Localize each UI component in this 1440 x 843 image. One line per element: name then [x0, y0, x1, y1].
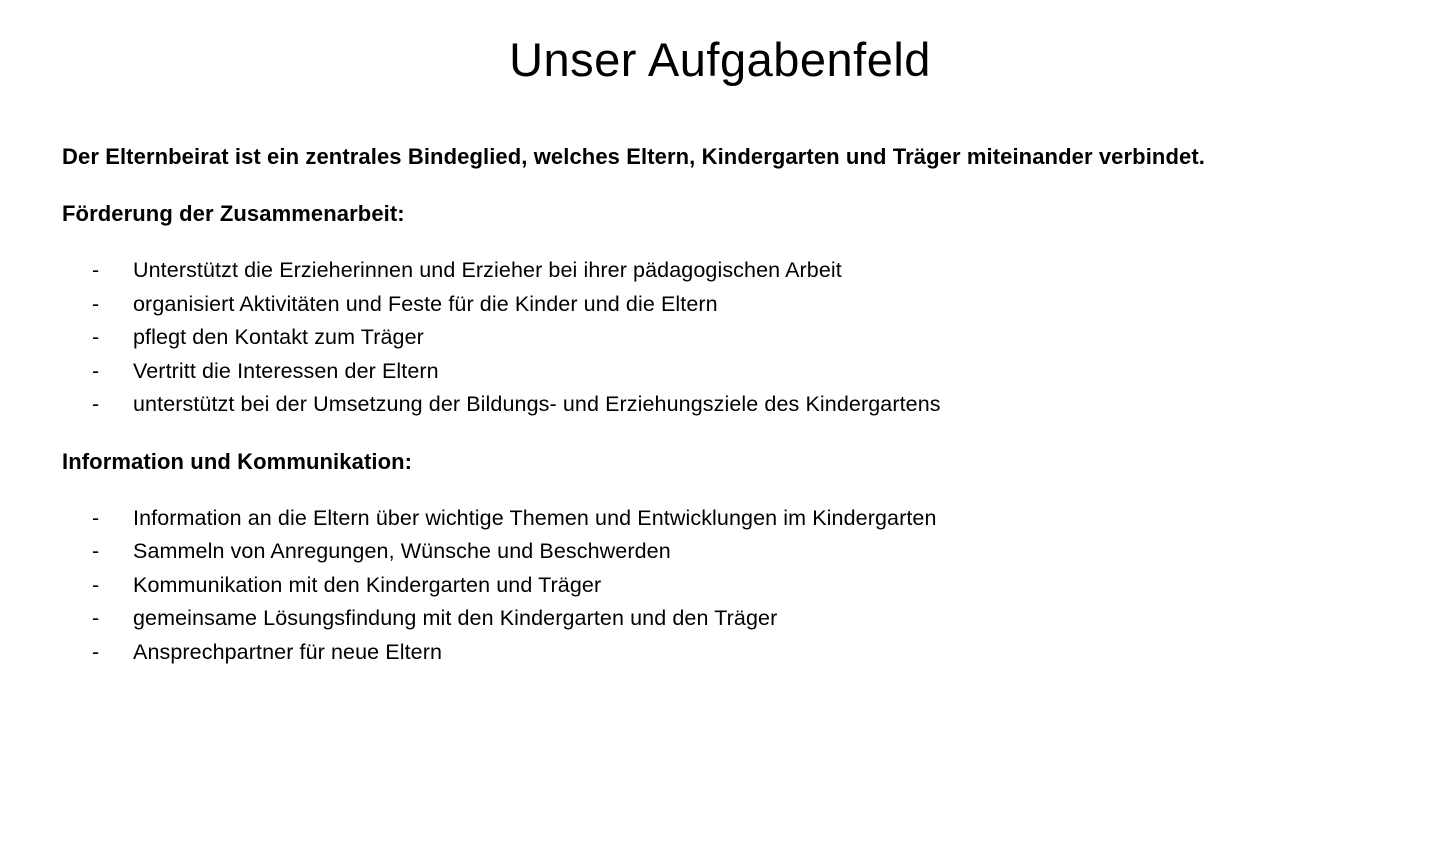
- list-item: [62, 569, 1380, 603]
- list-item-text: organisiert Aktivitäten und Feste für die Kinder und die Eltern: [133, 291, 718, 316]
- list-item-text: Information an die Eltern über wichtige Themen und Entwicklungen im Kindergarten: [133, 505, 937, 530]
- list-item-text: Unterstützt die Erzieherinnen und Erzieher bei ihrer pädagogischen Arbeit: [133, 258, 842, 282]
- list-item: [62, 636, 1380, 670]
- dash-bullet: -: [92, 392, 100, 416]
- bullet-list-information: [62, 502, 1380, 670]
- list-item: [62, 321, 1380, 355]
- presentation-slide: [0, 33, 1440, 843]
- list-item-text: Vertritt die Interessen der Eltern: [133, 358, 439, 383]
- list-item: [62, 502, 1380, 536]
- list-item-text: Kommunikation mit den Kindergarten und Träger: [133, 572, 602, 597]
- dash-bullet: -: [92, 572, 100, 597]
- bullet-list-cooperation: [62, 254, 1380, 422]
- list-item-text: pflegt den Kontakt zum Träger: [133, 325, 424, 349]
- slide-body: [62, 145, 1380, 669]
- list-item: [62, 535, 1380, 569]
- section-heading-cooperation: Förderung der Zusammenarbeit:: [62, 201, 405, 226]
- list-item-text: unterstützt bei der Umsetzung der Bildungs- und Erziehungsziele des Kindergartens: [133, 392, 941, 416]
- list-item: [62, 388, 1380, 422]
- list-item-text: Ansprechpartner für neue Eltern: [133, 639, 443, 664]
- list-item: [62, 602, 1380, 636]
- list-item-text: Sammeln von Anregungen, Wünsche und Beschwerden: [133, 539, 671, 563]
- list-item-text: gemeinsame Lösungsfindung mit den Kindergarten und den Träger: [133, 606, 778, 630]
- dash-bullet: -: [92, 539, 100, 563]
- list-item: [62, 254, 1380, 288]
- dash-bullet: -: [92, 639, 100, 664]
- dash-bullet: -: [92, 258, 100, 282]
- list-item: [62, 355, 1380, 389]
- intro-paragraph: Der Elternbeirat ist ein zentrales Bindeglied, welches Eltern, Kindergarten und Träger miteinander verbindet.: [62, 144, 1205, 169]
- dash-bullet: -: [92, 606, 100, 630]
- section-heading-information: Information und Kommunikation:: [62, 448, 413, 474]
- dash-bullet: -: [92, 291, 100, 316]
- dash-bullet: -: [92, 505, 100, 530]
- slide-title: Unser Aufgabenfeld: [509, 33, 931, 86]
- list-item: [62, 288, 1380, 322]
- dash-bullet: -: [92, 325, 100, 349]
- dash-bullet: -: [92, 358, 100, 383]
